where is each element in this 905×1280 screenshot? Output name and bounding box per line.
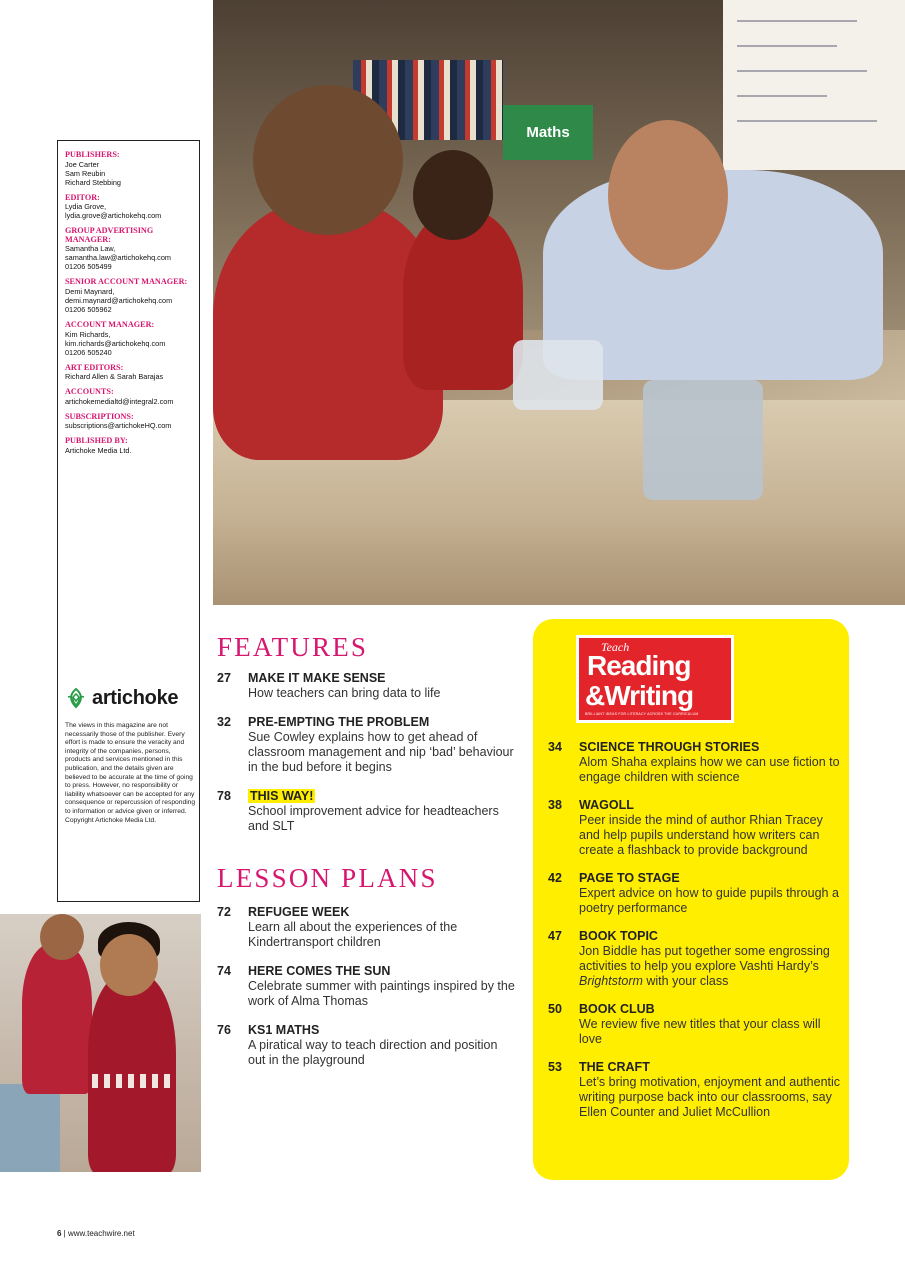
credit-line: Sam Reubin (65, 168, 106, 178)
credit-block (65, 388, 193, 406)
credit-line: Joe Carter (65, 159, 100, 169)
item-title: WAGOLL (579, 798, 634, 812)
credit-line: Kim Richards, (65, 329, 111, 339)
item-description: Learn all about the experiences of the Kindertransport children (248, 920, 458, 949)
credit-line: 01206 505499 (65, 262, 112, 272)
page-number: 78 (217, 789, 231, 803)
credit-email[interactable]: artichokemedialtd@integral2.com (65, 396, 174, 406)
item-title: BOOK TOPIC (579, 929, 658, 943)
page-number: 6 (57, 1229, 62, 1238)
credit-line: 01206 505962 (65, 304, 112, 314)
page-number: 38 (548, 798, 562, 812)
credit-line: Demi Maynard, (65, 286, 115, 296)
item-title: THIS WAY! (250, 789, 314, 803)
contents-item[interactable] (548, 871, 843, 916)
page-number: 34 (548, 740, 562, 754)
item-description: School improvement advice for headteachers and SLT (248, 804, 499, 833)
item-title: HERE COMES THE SUN (248, 964, 391, 978)
contents-item[interactable] (217, 1023, 517, 1068)
reading-writing-panel (533, 619, 849, 1180)
maths-sign: Maths (503, 105, 593, 160)
page-number: 74 (217, 964, 231, 978)
item-description: Alom Shaha explains how we can use fiction to engage children with science (579, 755, 840, 784)
item-title: MAKE IT MAKE SENSE (248, 671, 386, 685)
hero-photo (213, 0, 905, 605)
contents-item[interactable] (217, 964, 517, 1009)
footer-separator: | (61, 1229, 68, 1238)
item-description: We review five new titles that your class will love (579, 1017, 821, 1046)
lesson-plans-list (217, 905, 517, 1082)
credit-role: ART EDITORS: (65, 362, 124, 372)
credit-line: Richard Stebbing (65, 177, 121, 187)
disclaimer: The views in this magazine are not necessarily those of the publisher. Every effort is made to ensure the veracity and integrity of the companies, persons, products and services mentioned in this publication, and the details given are believed to be accurate at the time of going to press. However, no responsibility or liability whatsoever can be accepted for any consequence or repercussion of responding to information or advice given or inferred. Copyright Artichoke Media Ltd. (65, 722, 196, 824)
credit-block (65, 437, 193, 455)
credit-role: SUBSCRIPTIONS: (65, 411, 134, 421)
credit-role: PUBLISHED BY: (65, 436, 128, 446)
credits-box (57, 140, 200, 902)
pupils-photo (0, 914, 201, 1172)
footer-site[interactable]: www.teachwire.net (67, 1229, 135, 1238)
features-heading: FEATURES (217, 632, 369, 662)
features-list (217, 671, 517, 848)
contents-item[interactable] (548, 1060, 843, 1120)
item-title: PRE-EMPTING THE PROBLEM (248, 715, 430, 729)
credit-block (65, 413, 193, 431)
logo-text: artichoke (92, 686, 179, 709)
page-number: 53 (548, 1060, 562, 1074)
whiteboard (723, 0, 905, 170)
page-number: 27 (217, 671, 231, 685)
credit-email[interactable]: demi.maynard@artichokehq.com (65, 295, 173, 305)
item-description: Celebrate summer with paintings inspired by the work of Alma Thomas (248, 979, 515, 1008)
item-description: How teachers can bring data to life (248, 686, 441, 700)
credit-line: Lydia Grove, (65, 202, 107, 212)
credit-block (65, 227, 193, 271)
credit-email[interactable]: lydia.grove@artichokehq.com (65, 211, 162, 221)
page-number: 47 (548, 929, 562, 943)
item-title: BOOK CLUB (579, 1002, 655, 1016)
credit-line: Samantha Law, (65, 244, 116, 254)
credit-role: ACCOUNT MANAGER: (65, 319, 155, 329)
credit-block (65, 278, 193, 314)
item-title: KS1 MATHS (248, 1023, 320, 1037)
contents-item[interactable] (217, 671, 517, 701)
page-number: 42 (548, 871, 562, 885)
item-description: Let’s bring motivation, enjoyment and authentic writing purpose back into our classrooms, say Ellen Counter and Juliet McCullion (579, 1075, 841, 1119)
item-title: REFUGEE WEEK (248, 905, 350, 919)
credit-block (65, 364, 193, 382)
item-title: SCIENCE THROUGH STORIES (579, 740, 760, 754)
credit-role: GROUP ADVERTISING MANAGER: (65, 226, 154, 244)
credit-email[interactable]: kim.richards@artichokehq.com (65, 338, 166, 348)
credit-email[interactable]: samantha.law@artichokehq.com (65, 253, 171, 263)
credit-block (65, 151, 193, 187)
item-description: A piratical way to teach direction and position out in the playground (248, 1038, 498, 1067)
contents-item[interactable] (217, 789, 517, 834)
lesson-plans-heading: LESSON PLANS (217, 863, 438, 893)
contents-item[interactable] (217, 905, 517, 950)
credit-role: ACCOUNTS: (65, 387, 114, 397)
item-description: Peer inside the mind of author Rhian Tracey and help pupils understand how writers can create a flashback to provide background (579, 813, 823, 857)
credit-line: Artichoke Media Ltd. (65, 445, 132, 455)
credit-line: 01206 505240 (65, 347, 112, 357)
item-title: PAGE TO STAGE (579, 871, 680, 885)
page-number: 76 (217, 1023, 231, 1037)
page-footer (57, 1229, 135, 1238)
credit-line: Richard Allen & Sarah Barajas (65, 372, 164, 382)
contents-item[interactable] (548, 929, 843, 989)
artichoke-icon (65, 687, 87, 709)
page-number: 50 (548, 1002, 562, 1016)
contents-item[interactable] (217, 715, 517, 775)
contents-item[interactable] (548, 740, 843, 785)
item-title: THE CRAFT (579, 1060, 650, 1074)
reading-writing-list (548, 740, 843, 1133)
credit-block (65, 194, 193, 221)
credit-role: PUBLISHERS: (65, 150, 120, 159)
credit-role: SENIOR ACCOUNT MANAGER: (65, 277, 188, 287)
item-description: Expert advice on how to guide pupils through a poetry performance (579, 886, 839, 915)
contents-item[interactable] (548, 1002, 843, 1047)
page-number: 32 (217, 715, 231, 729)
contents-item[interactable] (548, 798, 843, 858)
item-description: Jon Biddle has put together some engrossing activities to help you explore Vashti Hardy’s Brightstorm with your class (579, 944, 830, 988)
teach-reading-writing-logo: Teach Reading &Writing BRILLIANT IDEAS FOR LITERACY ACROSS THE CURRICULUM (576, 635, 734, 723)
page-number: 72 (217, 905, 231, 919)
credit-role: EDITOR: (65, 192, 100, 202)
item-description: Sue Cowley explains how to get ahead of classroom management and nip ‘bad’ behaviour in the bud before it begins (248, 730, 514, 774)
artichoke-logo (65, 687, 178, 709)
credit-email[interactable]: subscriptions@artichokeHQ.com (65, 421, 172, 431)
credit-block (65, 321, 193, 357)
